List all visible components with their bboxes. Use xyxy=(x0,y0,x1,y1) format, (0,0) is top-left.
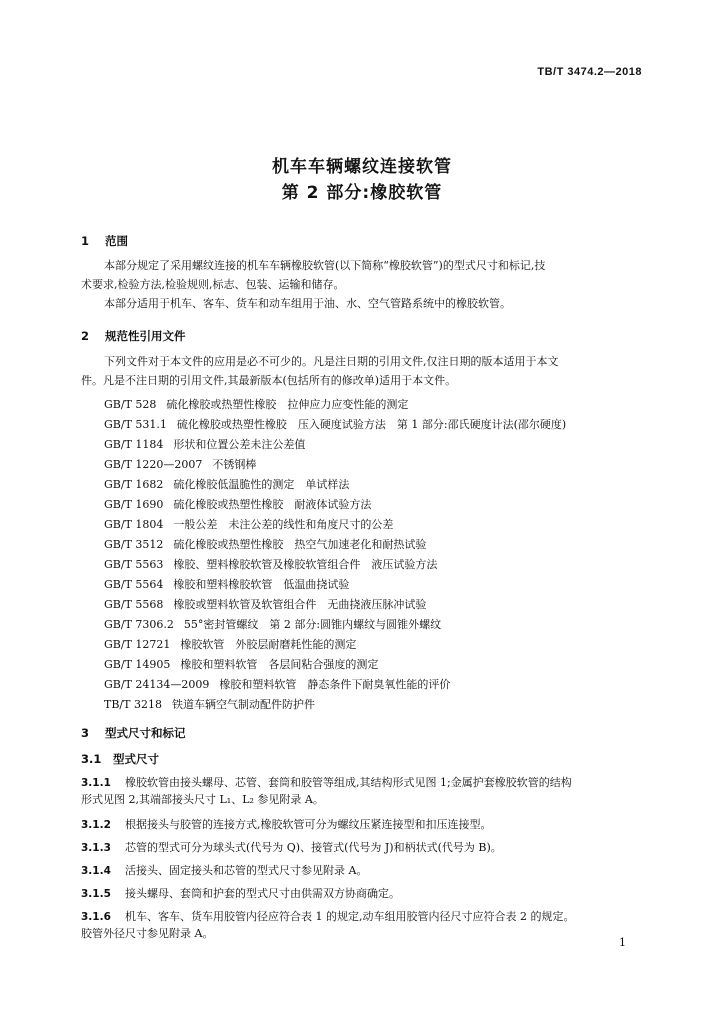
reference-item xyxy=(104,556,437,572)
reference-code: GB/T 531.1 xyxy=(104,418,167,431)
reference-title: 硫化橡胶低温脆性的测定 单试样法 xyxy=(173,478,350,491)
subsection-number: 3.1 xyxy=(81,752,102,766)
reference-title: 橡胶、塑料橡胶软管及橡胶软管组合件 液压试验方法 xyxy=(173,558,438,571)
reference-code: GB/T 1220—2007 xyxy=(104,458,203,471)
reference-item xyxy=(104,436,305,452)
reference-item xyxy=(104,696,315,712)
reference-item xyxy=(104,456,256,472)
paragraph-line: 件。凡是不注日期的引用文件,其最新版本(包括所有的修改单)适用于本文件。 xyxy=(81,374,457,387)
section-heading xyxy=(81,233,128,249)
clause-text: 接头螺母、套筒和护套的型式尺寸由供需双方协商确定。 xyxy=(125,887,400,900)
reference-code: GB/T 1682 xyxy=(104,478,164,491)
reference-code: GB/T 5564 xyxy=(104,578,164,591)
reference-title: 铁道车辆空气制动配件防护件 xyxy=(171,698,315,711)
clause-item xyxy=(81,862,367,878)
reference-item xyxy=(104,516,393,532)
reference-title: 形状和位置公差未注公差值 xyxy=(173,438,306,451)
reference-code: GB/T 528 xyxy=(104,398,157,411)
document-subtitle: 第 2 部分:橡胶软管 xyxy=(281,183,443,203)
document-title: 机车车辆螺纹连接软管 xyxy=(272,157,452,177)
reference-item xyxy=(104,536,426,552)
clause-text: 橡胶软管由接头螺母、芯管、套筒和胶管等组成,其结构形式见图 1;金属护套橡胶软管的结构 xyxy=(125,776,572,789)
reference-title: 硫化橡胶或热塑性橡胶 热空气加速老化和耐热试验 xyxy=(173,538,427,551)
clause-item xyxy=(81,885,400,901)
reference-code: GB/T 5568 xyxy=(104,598,164,611)
reference-item xyxy=(104,416,566,432)
clause-item xyxy=(81,839,502,855)
clause-text: 活接头、固定接头和芯管的型式尺寸参见附录 A。 xyxy=(125,864,368,877)
clause-number: 3.1.2 xyxy=(81,819,111,831)
reference-item xyxy=(104,616,441,632)
clause-continuation: 胶管外径尺寸参见附录 A。 xyxy=(81,927,214,940)
reference-title: 不锈钢棒 xyxy=(212,458,257,471)
reference-title: 橡胶软管 外胶层耐磨耗性能的测定 xyxy=(180,638,357,651)
reference-title: 55°密封管螺纹 第 2 部分:圆锥内螺纹与圆锥外螺纹 xyxy=(183,618,442,631)
reference-code: GB/T 5563 xyxy=(104,558,164,571)
reference-title: 橡胶和塑料软管 静态条件下耐臭氧性能的评价 xyxy=(219,678,451,691)
reference-item xyxy=(104,636,356,652)
reference-item xyxy=(104,576,349,592)
reference-code: GB/T 24134—2009 xyxy=(104,678,210,691)
clause-item xyxy=(81,774,572,790)
reference-title: 硫化橡胶或热塑性橡胶 压入硬度试验方法 第 1 部分:邵氏硬度计法(邵尔硬度) xyxy=(176,418,567,431)
reference-code: GB/T 12721 xyxy=(104,638,171,651)
section-heading xyxy=(81,328,186,344)
reference-title: 橡胶和塑料橡胶软管 低温曲挠试验 xyxy=(173,578,350,591)
section-number: 2 xyxy=(81,329,90,343)
clause-number: 3.1.3 xyxy=(81,842,111,854)
reference-item xyxy=(104,496,371,512)
section-number: 1 xyxy=(81,234,90,248)
reference-title: 硫化橡胶或热塑性橡胶 拉伸应力应变性能的测定 xyxy=(166,398,409,411)
subsection-title: 型式尺寸 xyxy=(113,752,159,766)
reference-title: 硫化橡胶或热塑性橡胶 耐液体试验方法 xyxy=(173,498,372,511)
reference-code: GB/T 1184 xyxy=(104,438,164,451)
reference-title: 一般公差 未注公差的线性和角度尺寸的公差 xyxy=(173,518,394,531)
clause-number: 3.1.5 xyxy=(81,888,111,900)
reference-code: GB/T 14905 xyxy=(104,658,171,671)
paragraph-line: 下列文件对于本文件的应用是必不可少的。凡是注日期的引用文件,仅注日期的版本适用于本文 xyxy=(104,355,559,368)
section-title: 型式尺寸和标记 xyxy=(105,726,186,740)
clause-text: 根据接头与胶管的连接方式,橡胶软管可分为螺纹压紧连接型和扣压连接型。 xyxy=(125,818,492,831)
paragraph-line: 本部分规定了采用螺纹连接的机车车辆橡胶软管(以下简称“橡胶软管”)的型式尺寸和标记,技 xyxy=(104,259,546,272)
reference-code: GB/T 7306.2 xyxy=(104,618,174,631)
clause-number: 3.1.4 xyxy=(81,865,111,877)
section-number: 3 xyxy=(81,726,90,740)
section-heading xyxy=(81,725,186,741)
paragraph-line: 术要求,检验方法,检验规则,标志、包装、运输和储存。 xyxy=(81,278,345,291)
clause-text: 机车、客车、货车用胶管内径应符合表 1 的规定,动车组用胶管内径尺寸应符合表 2 的规定。 xyxy=(125,910,575,923)
subsection-heading xyxy=(81,751,159,767)
reference-code: GB/T 1804 xyxy=(104,518,164,531)
reference-code: GB/T 3512 xyxy=(104,538,164,551)
standard-code: TB/T 3474.2—2018 xyxy=(537,66,642,78)
section-title: 范围 xyxy=(105,234,128,248)
paragraph-line: 本部分适用于机车、客车、货车和动车组用于油、水、空气管路系统中的橡胶软管。 xyxy=(104,297,511,310)
reference-title: 橡胶和塑料软管 各层间粘合强度的测定 xyxy=(180,658,379,671)
reference-item xyxy=(104,596,426,612)
reference-code: TB/T 3218 xyxy=(104,698,162,711)
clause-number: 3.1.1 xyxy=(81,777,111,789)
reference-item xyxy=(104,476,349,492)
clause-item xyxy=(81,816,492,832)
reference-item xyxy=(104,656,378,672)
clause-item xyxy=(81,908,574,924)
clause-continuation: 形式见图 2,其端部接头尺寸 L₁、L₂ 参见附录 A。 xyxy=(81,793,324,806)
reference-item xyxy=(104,396,408,412)
reference-code: GB/T 1690 xyxy=(104,498,164,511)
reference-title: 橡胶或塑料软管及软管组合件 无曲挠液压脉冲试验 xyxy=(173,598,427,611)
clause-text: 芯管的型式可分为球头式(代号为 Q)、接管式(代号为 J)和柄状式(代号为 B)。 xyxy=(125,841,502,854)
clause-number: 3.1.6 xyxy=(81,911,111,923)
page-number: 1 xyxy=(619,936,626,949)
section-title: 规范性引用文件 xyxy=(105,329,186,343)
reference-item xyxy=(104,676,450,692)
